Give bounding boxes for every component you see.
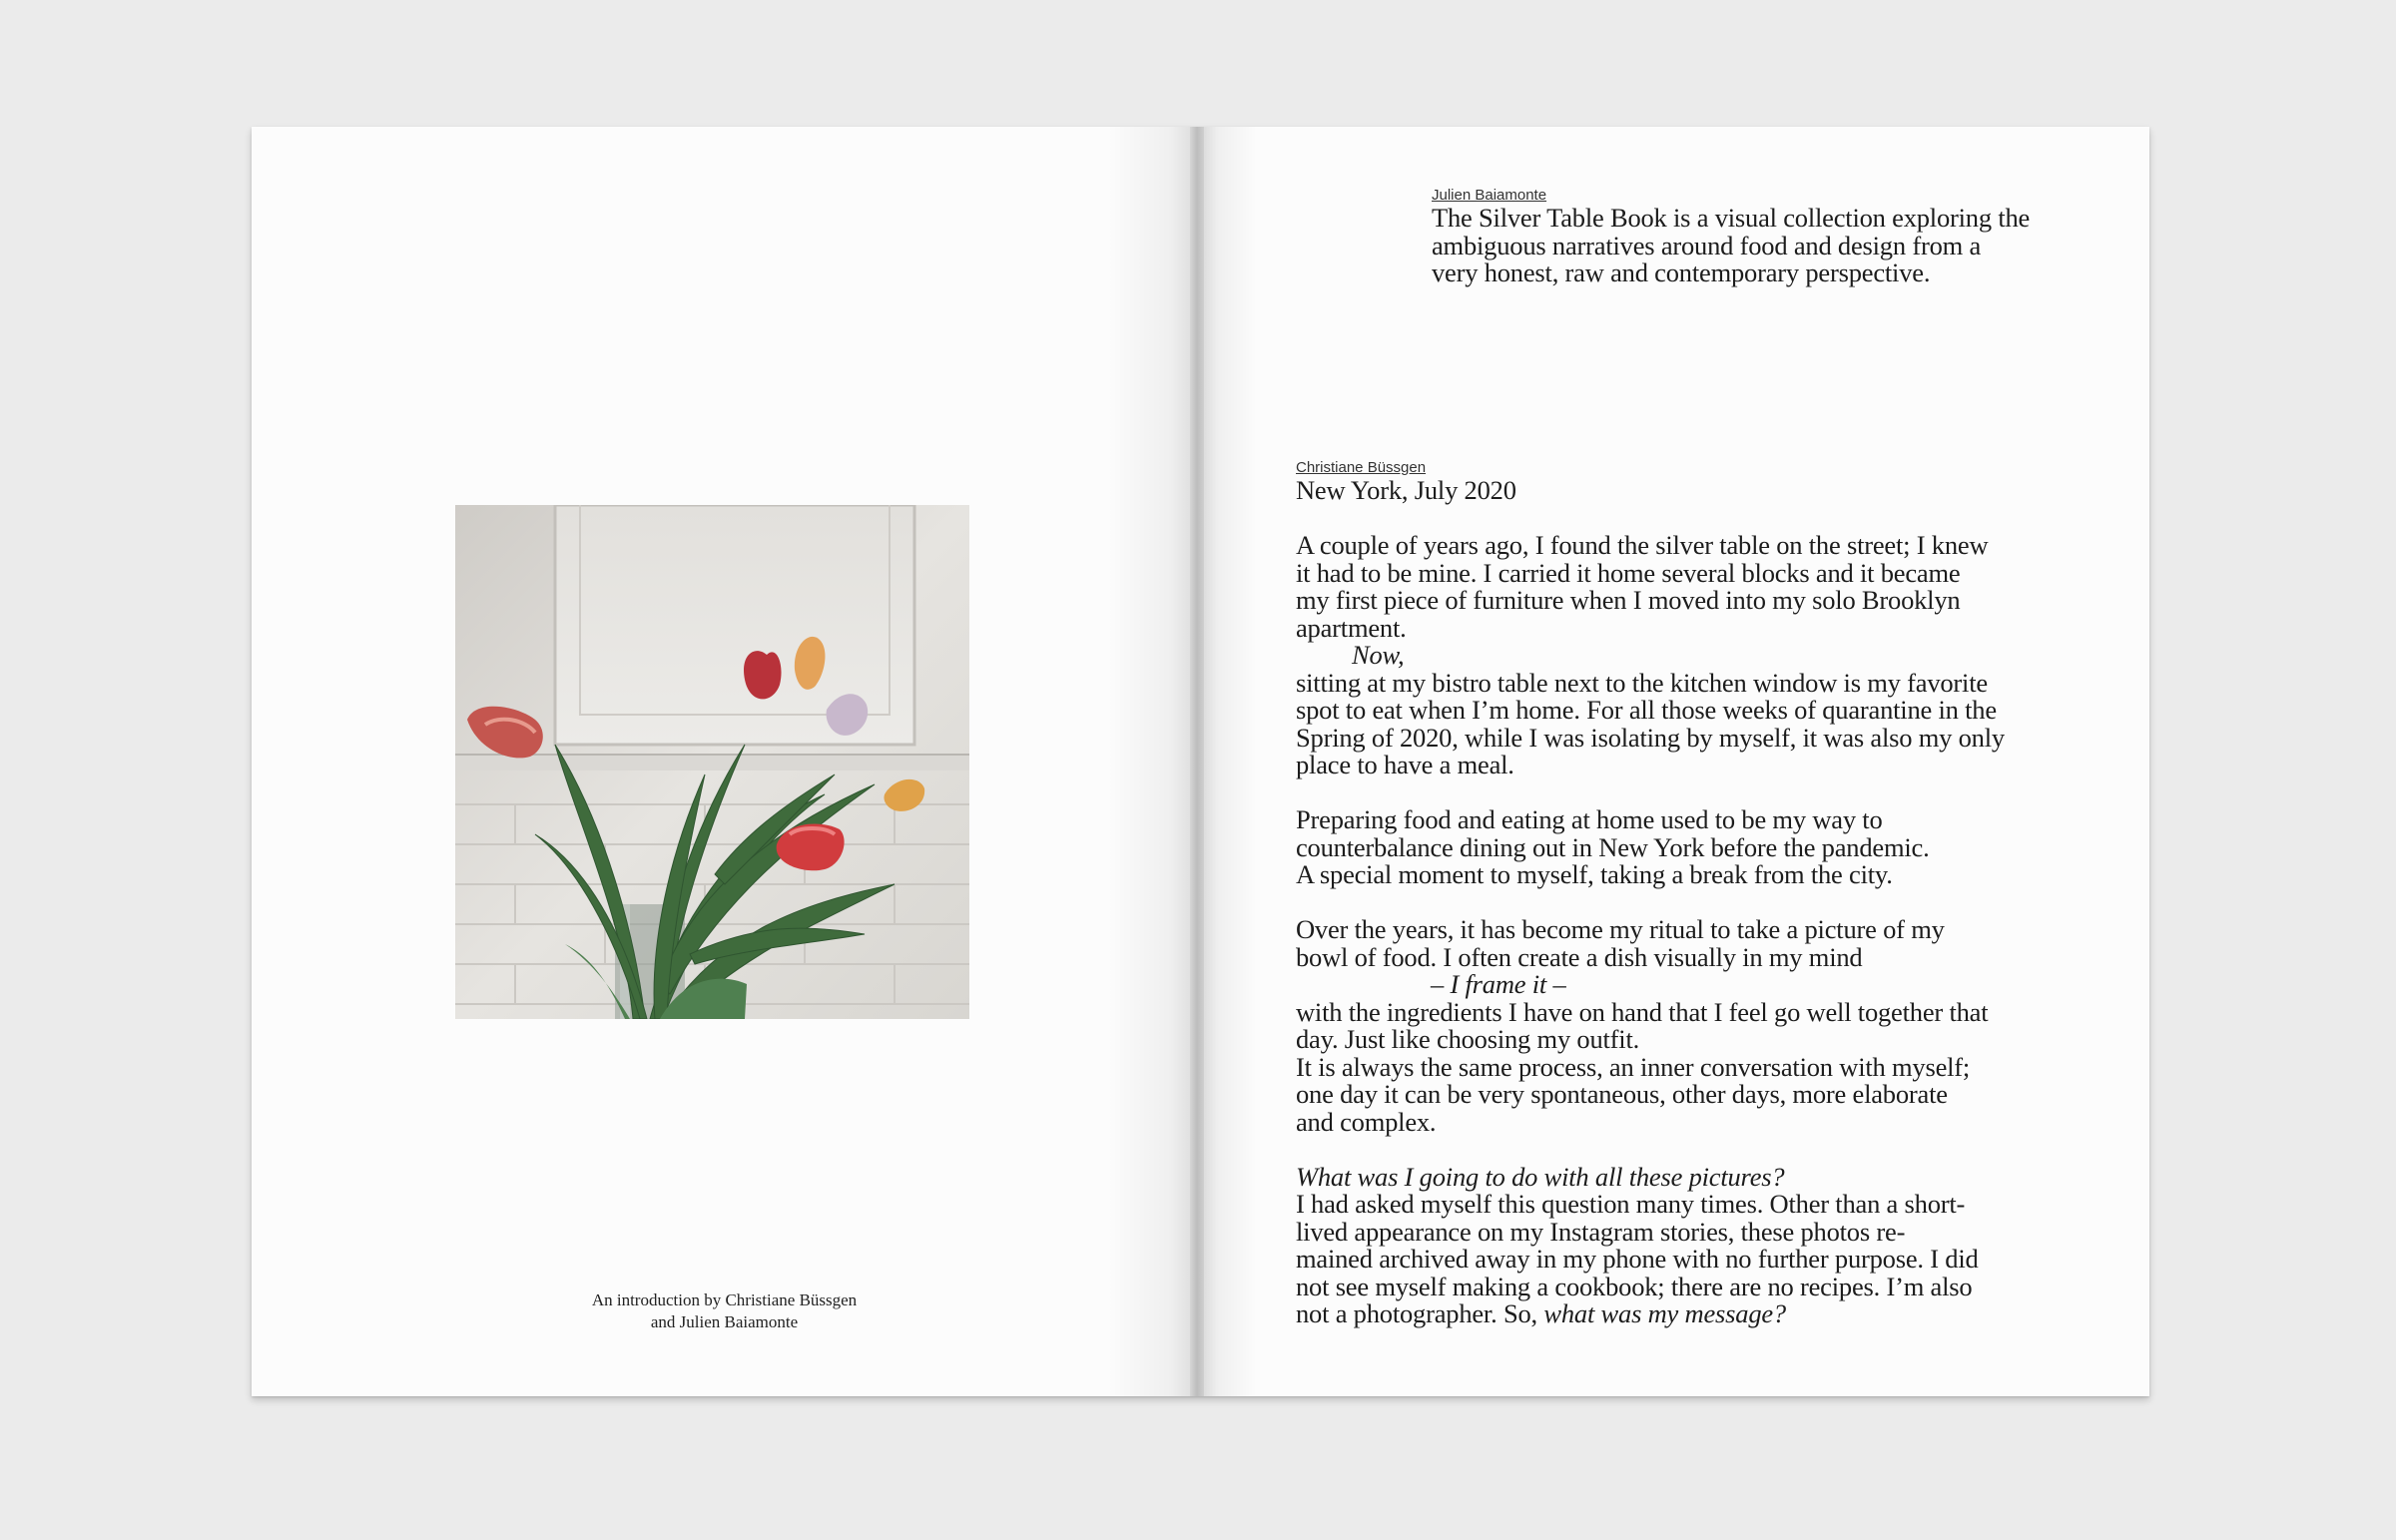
essay-line: my first piece of furniture when I moved into my solo Brooklyn [1296,585,1961,615]
essay-line: A couple of years ago, I found the silver table on the street; I knew [1296,530,1989,560]
essay-text [1296,477,2124,1328]
place-date: New York, July 2020 [1296,475,1516,505]
essay-last-prefix: not a photographer. So, [1296,1298,1544,1328]
essay-line: apartment. [1296,612,1407,643]
intro-caption [252,1289,1197,1333]
essay-line: mained archived away in my phone with no further purpose. I did [1296,1244,1979,1274]
essay-line: Preparing food and eating at home used to be my way to [1296,804,1883,834]
caption-line-1: An introduction by Christiane Büssgen [591,1290,858,1309]
essay-last-italic: what was my message? [1543,1298,1786,1328]
tulips-photo [455,505,969,1019]
essay-frame-it: – I frame it – [1431,969,1566,999]
essay-line: A special moment to myself, taking a break from the city. [1296,859,1893,889]
intro-author: Julien Baiamonte [1432,187,1547,204]
essay-line: sitting at my bistro table next to the kitchen window is my favorite [1296,667,1988,698]
essay-line: Over the years, it has become my ritual to take a picture of my [1296,914,1945,944]
essay-last-line [1296,1300,2124,1328]
essay-line: bowl of food. I often create a dish visually in my mind [1296,941,1863,972]
essay-block [1296,459,2124,1328]
essay-now: Now, [1352,640,1405,670]
essay-line: place to have a meal. [1296,750,1514,779]
book-gutter [1190,127,1204,1396]
essay-line: it had to be mine. I carried it home several blocks and it became [1296,557,1961,588]
essay-line: day. Just like choosing my outfit. [1296,1024,1640,1054]
intro-text [1432,205,2150,287]
essay-line: spot to eat when I’m home. For all those weeks of quarantine in the [1296,695,1997,725]
essay-line: lived appearance on my Instagram stories, these photos re- [1296,1216,1906,1247]
essay-line: with the ingredients I have on hand that I feel go well together that [1296,996,1989,1027]
left-page [252,127,1197,1396]
caption-line-2: and Julien Baiamonte [650,1312,799,1331]
essay-line: one day it can be very spontaneous, other days, more elaborate [1296,1079,1948,1109]
essay-line: and complex. [1296,1106,1437,1137]
essay-line: I had asked myself this question many times. Other than a short- [1296,1189,1966,1219]
intro-line: ambiguous narratives around food and design from a [1432,230,1982,260]
intro-block [1432,187,2150,287]
essay-line: counterbalance dining out in New York before the pandemic. [1296,831,1930,862]
intro-line: The Silver Table Book is a visual collection exploring the [1432,203,2031,233]
essay-line: not see myself making a cookbook; there are no recipes. I’m also [1296,1271,1973,1301]
essay-question: What was I going to do with all these pictures? [1296,1161,1785,1192]
essay-line: It is always the same process, an inner conversation with myself; [1296,1051,1971,1082]
essay-author: Christiane Büssgen [1296,459,1427,476]
essay-line: Spring of 2020, while I was isolating by myself, it was also my only [1296,722,2005,753]
intro-line: very honest, raw and contemporary perspective. [1432,257,1931,287]
